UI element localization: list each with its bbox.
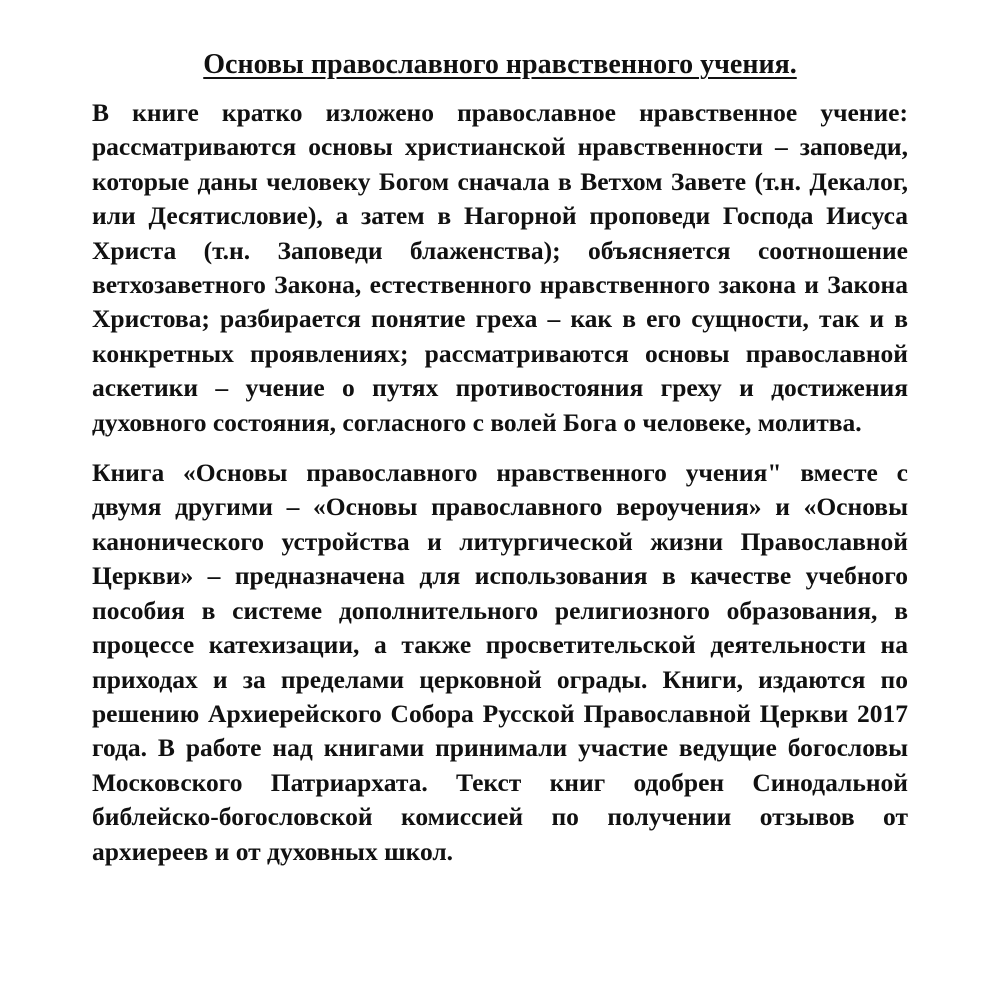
document-title: Основы православного нравственного учения. — [203, 49, 797, 80]
paragraph-series-info: Книга «Основы православного нравственного учения" вместе с двумя другими – «Основы православного вероучения» и «Основы канонического устройства и литургической жизни Православной Церкви» – предназначена для использования в качестве учебного пособия в системе дополнительного религиозного образования, в процессе катехизации, а также просветительской деятельности на приходах и за пределами церковной ограды. Книги, издаются по решению Архиерейского Собора Русской Православной Церкви 2017 года. В работе над книгами принимали участие ведущие богословы Московского Патриархата. Текст книг одобрен Синодальной библейско-богословской комиссией по получении отзывов от архиереев и от духовных школ. — [92, 458, 908, 866]
paragraph-description: В книге кратко изложено православное нравственное учение: рассматриваются основы христианской нравственности – заповеди, которые даны человеку Богом сначала в Ветхом Завете (т.н. Декалог, или Десятисловие), а затем в Нагорной проповеди Господа Иисуса Христа (т.н. Заповеди блаженства); объясняется соотношение ветхозаветного Закона, естественного нравственного закона и Закона Христова; разбирается понятие греха – как в его сущности, так и в конкретных проявлениях; рассматриваются основы православной аскетики – учение о путях противостояния греху и достижения духовного состояния, согласного с волей Бога о человеке, молитва. — [92, 98, 908, 437]
document-page — [92, 46, 908, 869]
